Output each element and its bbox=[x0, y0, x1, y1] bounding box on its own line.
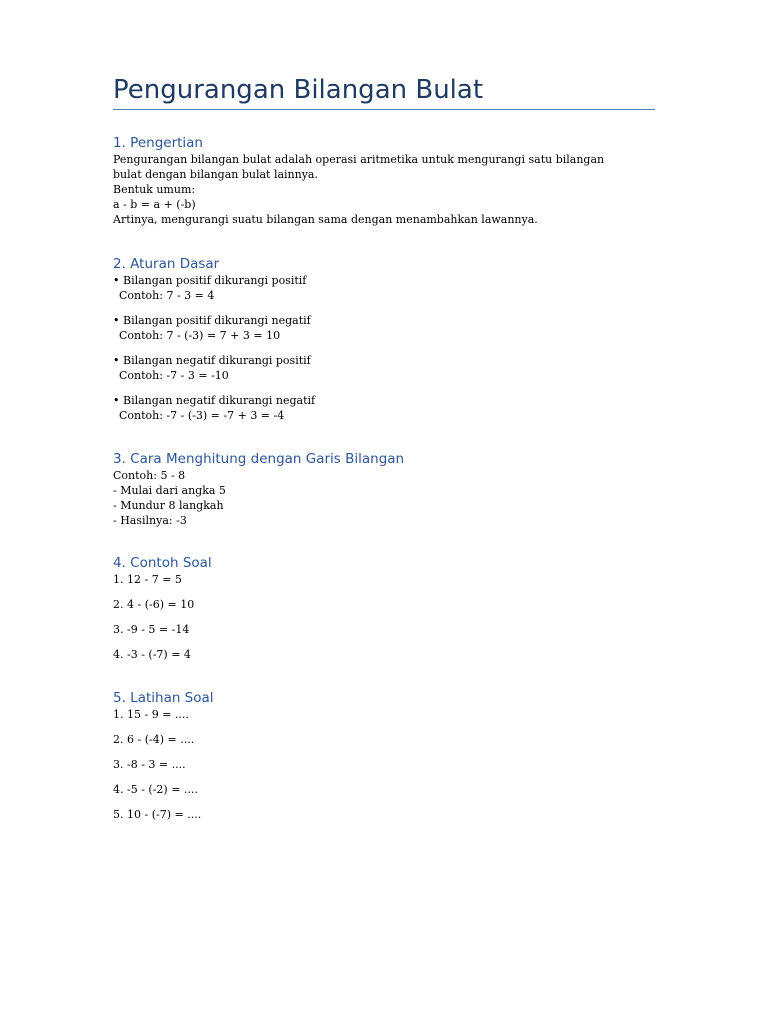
rule-item bbox=[113, 353, 673, 383]
step-line: - Mundur 8 langkah bbox=[113, 499, 224, 512]
formula-line: a - b = a + (-b) bbox=[113, 198, 196, 211]
exercise-item: 3. -8 - 3 = .... bbox=[113, 758, 186, 771]
section-garis-bilangan bbox=[113, 450, 673, 528]
section-contoh-soal bbox=[113, 554, 673, 662]
section-heading: 5. Latihan Soal bbox=[113, 690, 214, 706]
rule-text: • Bilangan positif dikurangi positif bbox=[113, 274, 307, 287]
rule-example: Contoh: 7 - 3 = 4 bbox=[119, 289, 215, 302]
section-latihan-soal bbox=[113, 689, 673, 822]
paragraph-line: Bentuk umum: bbox=[113, 183, 196, 196]
rule-item bbox=[113, 393, 673, 423]
rule-text: • Bilangan positif dikurangi negatif bbox=[113, 314, 311, 327]
example-item: 4. -3 - (-7) = 4 bbox=[113, 648, 191, 661]
example-item: 2. 4 - (-6) = 10 bbox=[113, 598, 195, 611]
paragraph-line: bulat dengan bilangan bulat lainnya. bbox=[113, 168, 318, 181]
example-item: 1. 12 - 7 = 5 bbox=[113, 573, 182, 586]
rule-item bbox=[113, 313, 673, 343]
exercise-item: 1. 15 - 9 = .... bbox=[113, 708, 189, 721]
paragraph-line: Pengurangan bilangan bulat adalah operasi aritmetika untuk mengurangi satu bilangan bbox=[113, 153, 605, 166]
section-aturan-dasar bbox=[113, 255, 673, 423]
step-line: - Hasilnya: -3 bbox=[113, 514, 187, 527]
exercise-item: 5. 10 - (-7) = .... bbox=[113, 808, 202, 821]
exercise-item: 2. 6 - (-4) = .... bbox=[113, 733, 195, 746]
paragraph-line: Artinya, mengurangi suatu bilangan sama dengan menambahkan lawannya. bbox=[113, 213, 538, 226]
step-line: - Mulai dari angka 5 bbox=[113, 484, 226, 497]
section-heading: 3. Cara Menghitung dengan Garis Bilangan bbox=[113, 451, 405, 467]
rule-example: Contoh: -7 - (-3) = -7 + 3 = -4 bbox=[119, 409, 285, 422]
section-pengertian bbox=[113, 134, 673, 227]
example-item: 3. -9 - 5 = -14 bbox=[113, 623, 190, 636]
rule-item bbox=[113, 273, 673, 303]
section-heading: 1. Pengertian bbox=[113, 135, 203, 151]
section-heading: 2. Aturan Dasar bbox=[113, 256, 220, 272]
rule-text: • Bilangan negatif dikurangi positif bbox=[113, 354, 311, 367]
rule-text: • Bilangan negatif dikurangi negatif bbox=[113, 394, 316, 407]
title-underline bbox=[113, 109, 655, 110]
paragraph-line: Contoh: 5 - 8 bbox=[113, 469, 186, 482]
exercise-item: 4. -5 - (-2) = .... bbox=[113, 783, 198, 796]
rule-example: Contoh: -7 - 3 = -10 bbox=[119, 369, 229, 382]
rule-example: Contoh: 7 - (-3) = 7 + 3 = 10 bbox=[119, 329, 281, 342]
document-title: Pengurangan Bilangan Bulat bbox=[113, 75, 484, 105]
section-heading: 4. Contoh Soal bbox=[113, 555, 212, 571]
